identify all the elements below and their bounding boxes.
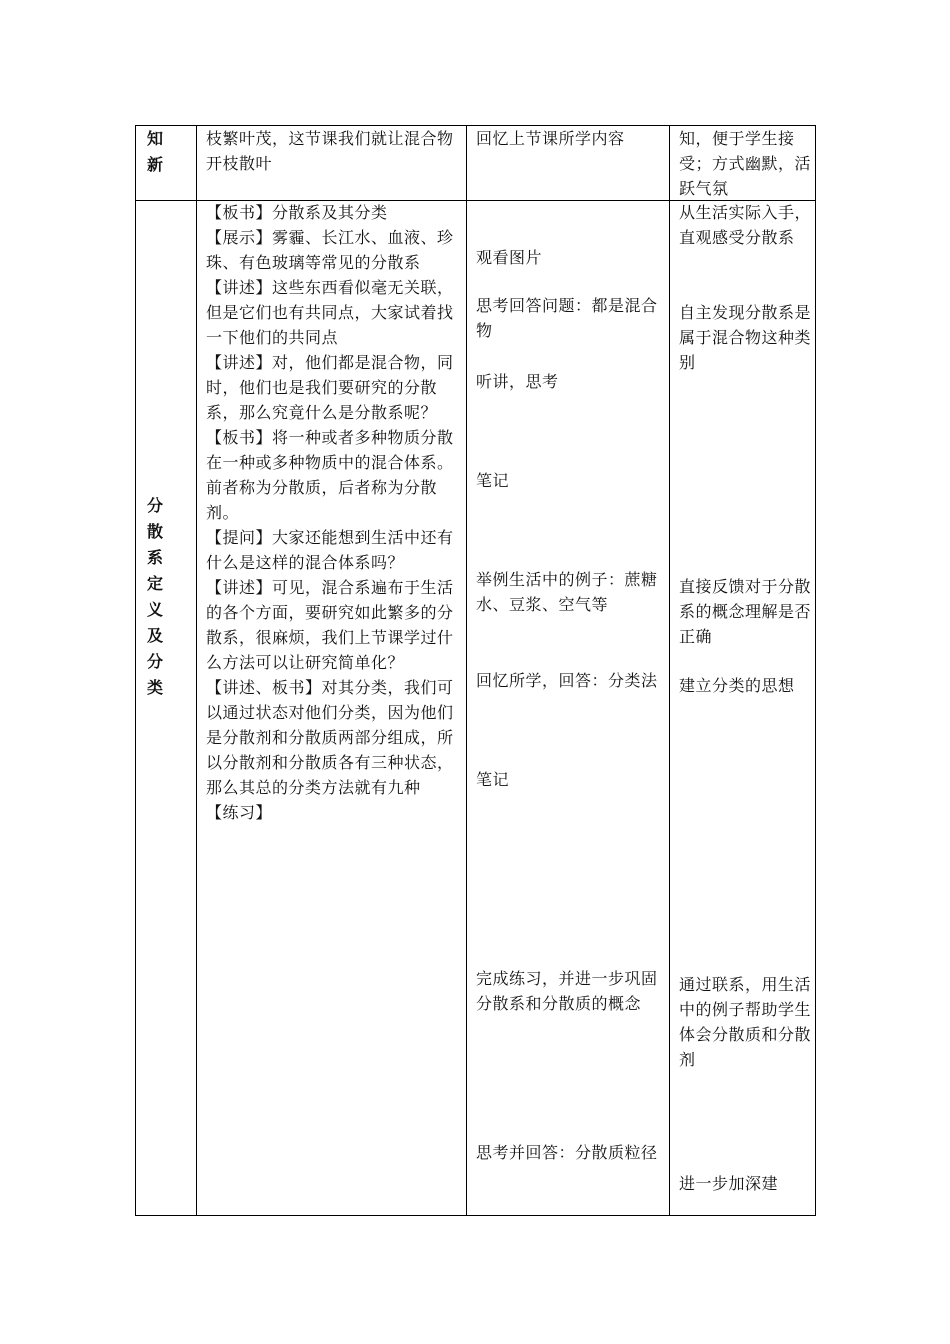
teacher-text: 【讲述】对，他们都是混合物，同时，他们也是我们要研究的分散系，那么究竟什么是分散系呢？ — [206, 353, 454, 422]
label-char: 散 — [146, 522, 163, 541]
intent-text: 自主发现分散系是属于混合物这种类别 — [679, 303, 812, 372]
intent-text: 进一步加深建 — [679, 1174, 779, 1193]
student-text: 回忆上节课所学内容 — [476, 129, 625, 148]
teacher-text: 【板书】将一种或者多种物质分散在一种或多种物质中的混合体系。前者称为分散质，后者称为分散剂。 — [206, 428, 454, 522]
intent-text: 从生活实际入手，直观感受分散系 — [679, 203, 812, 247]
student-text: 观看图片 — [476, 248, 543, 267]
row1-student-activity — [476, 126, 664, 151]
label-char: 分 — [146, 496, 163, 515]
label-char: 义 — [146, 600, 163, 619]
column-divider-3 — [669, 125, 670, 1216]
label-char: 定 — [146, 574, 163, 593]
label-char: 系 — [146, 548, 163, 567]
row2-teacher-activity — [206, 200, 461, 825]
student-text: 笔记 — [476, 471, 510, 490]
teacher-text: 【讲述】可见，混合系遍布于生活的各个方面，要研究如此繁多的分散系，很麻烦，我们上节课学过什么方法可以让研究简单化？ — [206, 578, 454, 672]
student-text: 思考回答问题：都是混合物 — [476, 296, 658, 340]
label-char: 新 — [146, 155, 163, 174]
intent-text: 知，便于学生接受；方式幽默，活跃气氛 — [679, 129, 812, 198]
column-divider-1 — [196, 125, 197, 1216]
teacher-text: 枝繁叶茂，这节课我们就让混合物开枝散叶 — [206, 129, 454, 173]
intent-text: 通过联系，用生活中的例子帮助学生体会分散质和分散剂 — [679, 975, 812, 1069]
label-char: 分 — [146, 652, 163, 671]
student-text: 完成练习，并进一步巩固分散系和分散质的概念 — [476, 969, 658, 1013]
row2-section-label — [145, 493, 165, 701]
teacher-text: 【板书】分散系及其分类 — [206, 203, 388, 222]
row1-section-label — [145, 126, 165, 178]
label-char: 及 — [146, 626, 163, 645]
label-char: 知 — [146, 129, 163, 148]
teacher-text: 【讲述、板书】对其分类，我们可以通过状态对他们分类，因为他们是分散剂和分散质两部分组成，所以分散剂和分散质各有三种状态，那么其总的分类方法就有九种 — [206, 678, 454, 797]
student-text: 笔记 — [476, 770, 510, 789]
teacher-text: 【展示】雾霾、长江水、血液、珍珠、有色玻璃等常见的分散系 — [206, 228, 454, 272]
student-text: 举例生活中的例子：蔗糖水、豆浆、空气等 — [476, 570, 658, 614]
label-char: 类 — [146, 678, 163, 697]
table-border-bottom — [135, 1215, 816, 1216]
table-border-left — [135, 125, 136, 1216]
teacher-text: 【提问】大家还能想到生活中还有什么是这样的混合体系吗？ — [206, 528, 454, 572]
student-text: 听讲，思考 — [476, 372, 559, 391]
teacher-text: 【讲述】这些东西看似毫无关联，但是它们也有共同点，大家试着找一下他们的共同点 — [206, 278, 454, 347]
intent-text: 直接反馈对于分散系的概念理解是否正确 — [679, 577, 812, 646]
student-text: 思考并回答：分散质粒径 — [476, 1143, 658, 1162]
table-border-right — [815, 125, 816, 1216]
intent-text: 建立分类的思想 — [679, 676, 795, 695]
column-divider-2 — [466, 125, 467, 1216]
teacher-text: 【练习】 — [206, 803, 273, 822]
row1-design-intent — [679, 126, 811, 201]
row1-teacher-activity — [206, 126, 461, 176]
student-text: 回忆所学，回答：分类法 — [476, 671, 658, 690]
